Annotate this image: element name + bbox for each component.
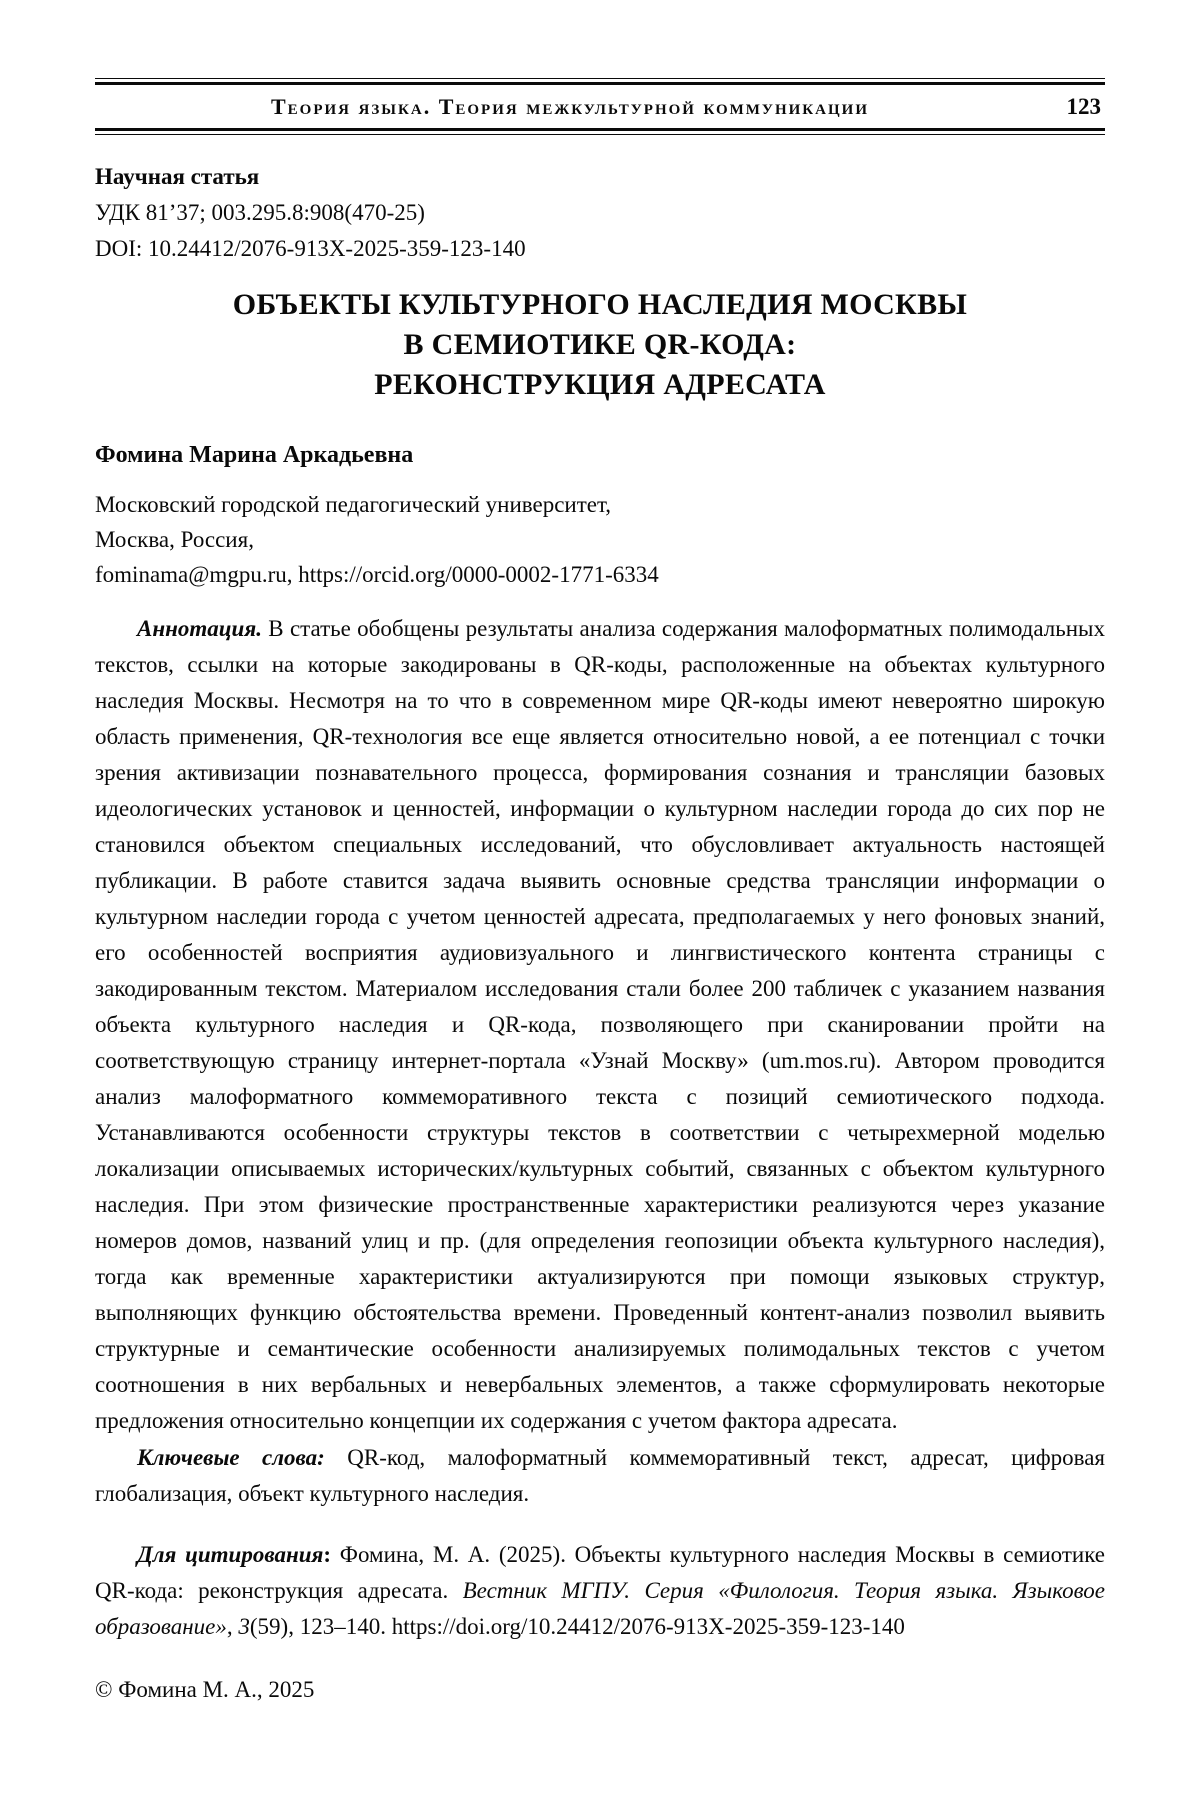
author-contacts: fominama@mgpu.ru, https://orcid.org/0000-0002-1771-6334 [95,562,659,587]
copyright-line: © Фомина М. А., 2025 [95,1677,315,1702]
running-head-section-title: Теория языка. Теория межкультурной коммуникации [271,94,869,119]
citation-label: Для цитирования [137,1542,324,1567]
citation-separator: , [226,1614,239,1639]
citation-journal-title: Вестник МГПУ. Серия «Филология. Теория языка. Языковое образование» [95,1578,1105,1639]
citation-colon: : [323,1542,340,1567]
doi-line: DOI: 10.24412/2076-913X-2025-359-123-140 [95,236,526,261]
running-head-row [95,85,1105,128]
udc-line: УДК 81’37; 003.295.8:908(470-25) [95,200,425,225]
author-name: Фомина Марина Аркадьевна [95,442,414,468]
keywords-label: Ключевые слова: [137,1445,325,1470]
bottom-rule-thin [95,134,1105,135]
article-title [95,285,1105,405]
top-rule-thin [95,78,1105,79]
article-title-line-1: ОБЪЕКТЫ КУЛЬТУРНОГО НАСЛЕДИЯ МОСКВЫ [232,288,968,321]
article-meta [95,159,1105,267]
abstract-text: В статье обобщены результаты анализа содержания малоформатных полимодальных текстов, ссылки на которые закодированы в QR-коды, расположенные на объектах культурного наследия Москвы. Несмотря на то что в современном мире QR-коды имеют невероятно широкую область применения, QR-технология все еще является относительно новой, а ее потенциал с точки зрения активизации познавательного процесса, формирования сознания и трансляции базовых идеологических установок и ценностей, информации о культурном наследии города до сих пор не становился объектом специальных исследований, что обусловливает актуальность настоящей публикации. В работе ставится задача выявить основные средства трансляции информации о культурном наследии города с учетом ценностей адресата, предполагаемых у него фоновых знаний, его особенностей восприятия аудиовизуального и лингвистического контента страницы с закодированным текстом. Материалом исследования стали более 200 табличек с указанием названия объекта культурного наследия и QR-кода, позволяющего при сканировании пройти на соответствующую страницу интернет-портала «Узнай Москву» (um.mos.ru). Автором проводится анализ малоформатного коммеморативного текста с позиций семиотического подхода. Устанавливаются особенности структуры текстов в соответствии с четырехмерной моделью локализации описываемых исторических/культурных событий, связанных с объектом культурного наследия. При этом физические пространственные характеристики реализуются через указание номеров домов, названий улиц и пр. (для определения геопозиции объекта культурного наследия), тогда как временные характеристики актуализируются при помощи языковых структур, выполняющих функцию обстоятельства времени. Проведенный контент-анализ позволил выявить структурные и семантические особенности анализируемых полимодальных текстов с учетом соотношения в них вербальных и невербальных элементов, а также сформулировать некоторые предложения относительно концепции их содержания с учетом фактора адресата. [95,616,1105,1433]
article-type-label: Научная статья [95,164,260,189]
affiliation-line-1: Московский городской педагогический университет, [95,492,612,517]
running-head [95,78,1105,135]
article-title-line-2: В СЕМИОТИКЕ QR-КОДА: [403,328,797,361]
page-number: 123 [1066,94,1101,119]
citation-text-start: Фомина, М. А. (2025). Объекты культурного наследия Москвы в семиотике QR-кода: реконструкция адресата. [95,1542,1106,1603]
keywords-paragraph [95,1440,1105,1512]
keywords-text: QR-код, малоформатный коммеморативный текст, адресат, цифровая глобализация, объект культурного наследия. [95,1445,1105,1506]
author-affiliation [95,487,1105,592]
bottom-rule-thick [95,128,1105,131]
abstract-label: Аннотация. [137,616,262,641]
citation-volume: 3 [238,1614,250,1639]
citation-text-end: (59), 123–140. https://doi.org/10.24412/2076-913X-2025-359-123-140 [249,1614,905,1639]
article-title-line-3: РЕКОНСТРУКЦИЯ АДРЕСАТА [374,368,826,401]
abstract-paragraph [95,611,1105,1439]
citation-paragraph [95,1537,1105,1645]
affiliation-line-2: Москва, Россия, [95,527,254,552]
